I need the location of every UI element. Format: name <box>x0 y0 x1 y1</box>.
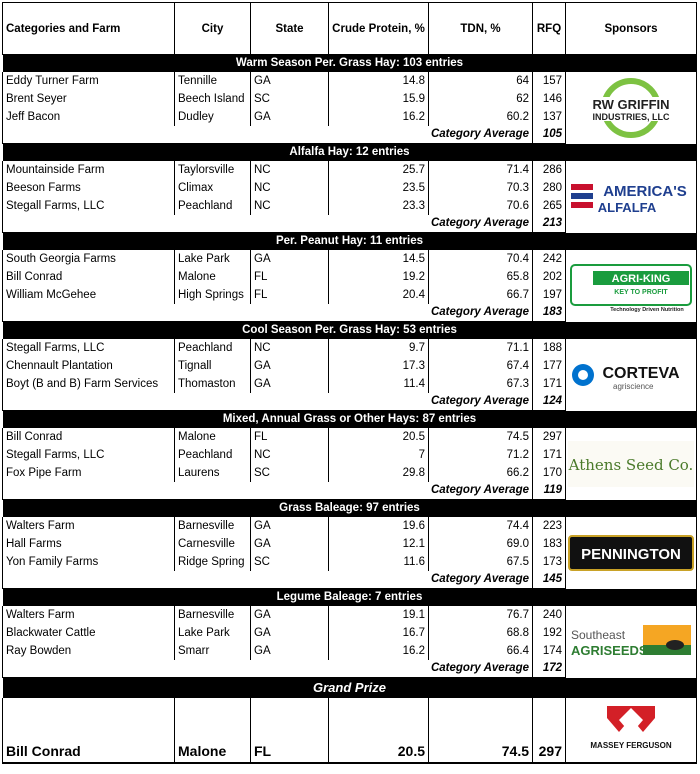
category-average-label: Category Average <box>3 660 533 678</box>
city: Malone <box>175 268 251 286</box>
crude-protein: 16.7 <box>329 624 429 642</box>
category-header-row <box>3 55 697 73</box>
city: Smarr <box>175 642 251 660</box>
sponsor-logo-text: Athens Seed Co. <box>568 455 694 474</box>
header-row <box>3 3 697 55</box>
city: Thomaston <box>175 375 251 393</box>
farm-name: Yon Family Farms <box>3 553 175 571</box>
farm-name: Boyt (B and B) Farm Services <box>3 375 175 393</box>
header-tdn: TDN, % <box>429 3 533 55</box>
rfq: 170 <box>533 464 566 482</box>
results-table <box>2 2 697 764</box>
category-average-value: 183 <box>533 304 566 322</box>
table-row <box>3 428 697 446</box>
category-average-value: 172 <box>533 660 566 678</box>
farm-name: Hall Farms <box>3 535 175 553</box>
tdn: 70.4 <box>429 250 533 268</box>
category-average-value: 119 <box>533 482 566 500</box>
city: Malone <box>175 428 251 446</box>
rfq: 242 <box>533 250 566 268</box>
header-city: City <box>175 3 251 55</box>
category-title: Cool Season Per. Grass Hay: 53 entries <box>3 322 697 340</box>
sponsor-cell <box>566 72 697 144</box>
state: GA <box>251 250 329 268</box>
table-row <box>3 161 697 179</box>
category-average-value: 105 <box>533 126 566 144</box>
grand-prize-rfq: 297 <box>533 698 566 763</box>
farm-name: Bill Conrad <box>3 268 175 286</box>
sponsor-cell <box>566 517 697 589</box>
farm-name: Ray Bowden <box>3 642 175 660</box>
crude-protein: 11.4 <box>329 375 429 393</box>
sponsor-logo-text: agriscience <box>613 381 654 391</box>
rfq: 223 <box>533 517 566 535</box>
grand-prize-header-row <box>3 678 697 699</box>
rfq: 280 <box>533 179 566 197</box>
state: FL <box>251 268 329 286</box>
crude-protein: 12.1 <box>329 535 429 553</box>
sponsor-cell <box>566 250 697 322</box>
city: Beech Island <box>175 90 251 108</box>
americas-alfalfa-logo <box>566 161 696 233</box>
rw-griffin-logo <box>566 72 696 144</box>
category-title: Mixed, Annual Grass or Other Hays: 87 entries <box>3 411 697 429</box>
farm-name: Jeff Bacon <box>3 108 175 126</box>
state: NC <box>251 179 329 197</box>
sponsor-cell <box>566 339 697 411</box>
category-header-row <box>3 233 697 251</box>
farm-name: South Georgia Farms <box>3 250 175 268</box>
grand-prize-city: Malone <box>175 698 251 763</box>
tdn: 70.6 <box>429 197 533 215</box>
city: Carnesville <box>175 535 251 553</box>
city: High Springs <box>175 286 251 304</box>
city: Tennille <box>175 72 251 90</box>
crude-protein: 23.3 <box>329 197 429 215</box>
farm-name: Eddy Turner Farm <box>3 72 175 90</box>
crude-protein: 19.2 <box>329 268 429 286</box>
category-average-value: 124 <box>533 393 566 411</box>
tdn: 70.3 <box>429 179 533 197</box>
category-header-row <box>3 500 697 518</box>
category-title: Grass Baleage: 97 entries <box>3 500 697 518</box>
sponsor-logo-text: RW GRIFFIN <box>592 96 670 112</box>
tdn: 66.7 <box>429 286 533 304</box>
rfq: 192 <box>533 624 566 642</box>
grand-prize-farm: Bill Conrad <box>3 698 175 763</box>
rfq: 177 <box>533 357 566 375</box>
farm-name: Stegall Farms, LLC <box>3 446 175 464</box>
category-title: Alfalfa Hay: 12 entries <box>3 144 697 162</box>
sponsor-cell <box>566 698 697 763</box>
tdn: 67.4 <box>429 357 533 375</box>
tdn: 67.3 <box>429 375 533 393</box>
southeast-agriseeds-logo <box>566 606 696 678</box>
state: GA <box>251 72 329 90</box>
hay-contest-results <box>2 2 698 764</box>
crude-protein: 16.2 <box>329 108 429 126</box>
city: Peachland <box>175 446 251 464</box>
category-average-label: Category Average <box>3 304 533 322</box>
grand-prize-crude-protein: 20.5 <box>329 698 429 763</box>
category-average-label: Category Average <box>3 482 533 500</box>
sponsor-cell <box>566 606 697 678</box>
table-row <box>3 72 697 90</box>
rfq: 171 <box>533 446 566 464</box>
crude-protein: 19.1 <box>329 606 429 624</box>
sponsor-logo-text: AGRISEEDS <box>571 642 648 658</box>
state: SC <box>251 464 329 482</box>
table-row <box>3 339 697 357</box>
table-row <box>3 250 697 268</box>
farm-name: Stegall Farms, LLC <box>3 197 175 215</box>
header-rfq: RFQ <box>533 3 566 55</box>
state: GA <box>251 535 329 553</box>
category-header-row <box>3 589 697 607</box>
crude-protein: 19.6 <box>329 517 429 535</box>
crude-protein: 14.8 <box>329 72 429 90</box>
tdn: 62 <box>429 90 533 108</box>
crude-protein: 11.6 <box>329 553 429 571</box>
state: SC <box>251 553 329 571</box>
tdn: 71.1 <box>429 339 533 357</box>
rfq: 173 <box>533 553 566 571</box>
category-average-label: Category Average <box>3 393 533 411</box>
tdn: 66.4 <box>429 642 533 660</box>
rfq: 265 <box>533 197 566 215</box>
rfq: 171 <box>533 375 566 393</box>
sponsor-logo-text: Southeast <box>571 627 626 642</box>
tdn: 60.2 <box>429 108 533 126</box>
city: Tignall <box>175 357 251 375</box>
crude-protein: 25.7 <box>329 161 429 179</box>
state: NC <box>251 339 329 357</box>
grand-prize-row <box>3 698 697 763</box>
crude-protein: 23.5 <box>329 179 429 197</box>
farm-name: Beeson Farms <box>3 179 175 197</box>
crude-protein: 7 <box>329 446 429 464</box>
rfq: 188 <box>533 339 566 357</box>
farm-name: Walters Farm <box>3 606 175 624</box>
farm-name: Fox Pipe Farm <box>3 464 175 482</box>
massey-ferguson-logo <box>566 698 696 760</box>
tdn: 71.2 <box>429 446 533 464</box>
header-farm: Categories and Farm <box>3 3 175 55</box>
crude-protein: 20.4 <box>329 286 429 304</box>
farm-name: Mountainside Farm <box>3 161 175 179</box>
sponsor-logo-text: Technology Driven Nutrition <box>610 306 684 313</box>
crude-protein: 29.8 <box>329 464 429 482</box>
city: Lake Park <box>175 624 251 642</box>
category-header-row <box>3 411 697 429</box>
tdn: 67.5 <box>429 553 533 571</box>
state: GA <box>251 375 329 393</box>
state: NC <box>251 197 329 215</box>
state: FL <box>251 286 329 304</box>
category-average-label: Category Average <box>3 571 533 589</box>
crude-protein: 9.7 <box>329 339 429 357</box>
rfq: 286 <box>533 161 566 179</box>
category-header-row <box>3 322 697 340</box>
sponsor-cell <box>566 428 697 500</box>
state: SC <box>251 90 329 108</box>
city: Barnesville <box>175 517 251 535</box>
city: Climax <box>175 179 251 197</box>
sponsor-logo-text: CORTEVA <box>602 364 680 382</box>
crude-protein: 20.5 <box>329 428 429 446</box>
header-sponsors: Sponsors <box>566 3 697 55</box>
sponsor-logo-text: INDUSTRIES, LLC <box>592 111 670 122</box>
crude-protein: 17.3 <box>329 357 429 375</box>
farm-name: Stegall Farms, LLC <box>3 339 175 357</box>
category-title: Per. Peanut Hay: 11 entries <box>3 233 697 251</box>
city: Peachland <box>175 339 251 357</box>
category-average-value: 213 <box>533 215 566 233</box>
category-title: Warm Season Per. Grass Hay: 103 entries <box>3 55 697 73</box>
farm-name: Bill Conrad <box>3 428 175 446</box>
state: GA <box>251 517 329 535</box>
city: Laurens <box>175 464 251 482</box>
sponsor-logo-text: ALFALFA <box>597 199 657 215</box>
farm-name: Chennault Plantation <box>3 357 175 375</box>
tdn: 69.0 <box>429 535 533 553</box>
agri-king-logo <box>566 250 696 322</box>
category-title: Legume Baleage: 7 entries <box>3 589 697 607</box>
state: GA <box>251 357 329 375</box>
sponsor-logo-text: MASSEY FERGUSON <box>590 741 672 750</box>
sponsor-logo-text: AMERICA'S <box>603 182 687 200</box>
state: GA <box>251 108 329 126</box>
city: Barnesville <box>175 606 251 624</box>
tdn: 64 <box>429 72 533 90</box>
tdn: 76.7 <box>429 606 533 624</box>
rfq: 202 <box>533 268 566 286</box>
tdn: 65.8 <box>429 268 533 286</box>
tdn: 66.2 <box>429 464 533 482</box>
table-row <box>3 606 697 624</box>
rfq: 157 <box>533 72 566 90</box>
category-average-label: Category Average <box>3 126 533 144</box>
rfq: 240 <box>533 606 566 624</box>
grand-prize-title: Grand Prize <box>3 678 697 699</box>
state: NC <box>251 446 329 464</box>
header-crude-protein: Crude Protein, % <box>329 3 429 55</box>
category-average-label: Category Average <box>3 215 533 233</box>
farm-name: William McGehee <box>3 286 175 304</box>
tdn: 74.4 <box>429 517 533 535</box>
sponsor-cell <box>566 161 697 233</box>
corteva-logo <box>566 339 696 411</box>
rfq: 146 <box>533 90 566 108</box>
crude-protein: 14.5 <box>329 250 429 268</box>
athens-seed-logo <box>566 428 696 500</box>
header-state: State <box>251 3 329 55</box>
crude-protein: 15.9 <box>329 90 429 108</box>
farm-name: Walters Farm <box>3 517 175 535</box>
city: Lake Park <box>175 250 251 268</box>
category-average-value: 145 <box>533 571 566 589</box>
sponsor-logo-text: PENNINGTON <box>581 545 681 563</box>
rfq: 197 <box>533 286 566 304</box>
state: GA <box>251 642 329 660</box>
farm-name: Blackwater Cattle <box>3 624 175 642</box>
state: NC <box>251 161 329 179</box>
table-row <box>3 517 697 535</box>
farm-name: Brent Seyer <box>3 90 175 108</box>
sponsor-logo-text: AGRI-KING <box>611 272 671 285</box>
grand-prize-tdn: 74.5 <box>429 698 533 763</box>
city: Taylorsville <box>175 161 251 179</box>
city: Dudley <box>175 108 251 126</box>
rfq: 137 <box>533 108 566 126</box>
city: Ridge Spring <box>175 553 251 571</box>
grand-prize-state: FL <box>251 698 329 763</box>
state: FL <box>251 428 329 446</box>
sponsor-logo-text: KEY TO PROFIT <box>614 288 668 296</box>
tdn: 74.5 <box>429 428 533 446</box>
tdn: 71.4 <box>429 161 533 179</box>
state: GA <box>251 606 329 624</box>
state: GA <box>251 624 329 642</box>
city: Peachland <box>175 197 251 215</box>
crude-protein: 16.2 <box>329 642 429 660</box>
rfq: 174 <box>533 642 566 660</box>
pennington-logo <box>566 517 696 589</box>
category-header-row <box>3 144 697 162</box>
tdn: 68.8 <box>429 624 533 642</box>
rfq: 183 <box>533 535 566 553</box>
rfq: 297 <box>533 428 566 446</box>
